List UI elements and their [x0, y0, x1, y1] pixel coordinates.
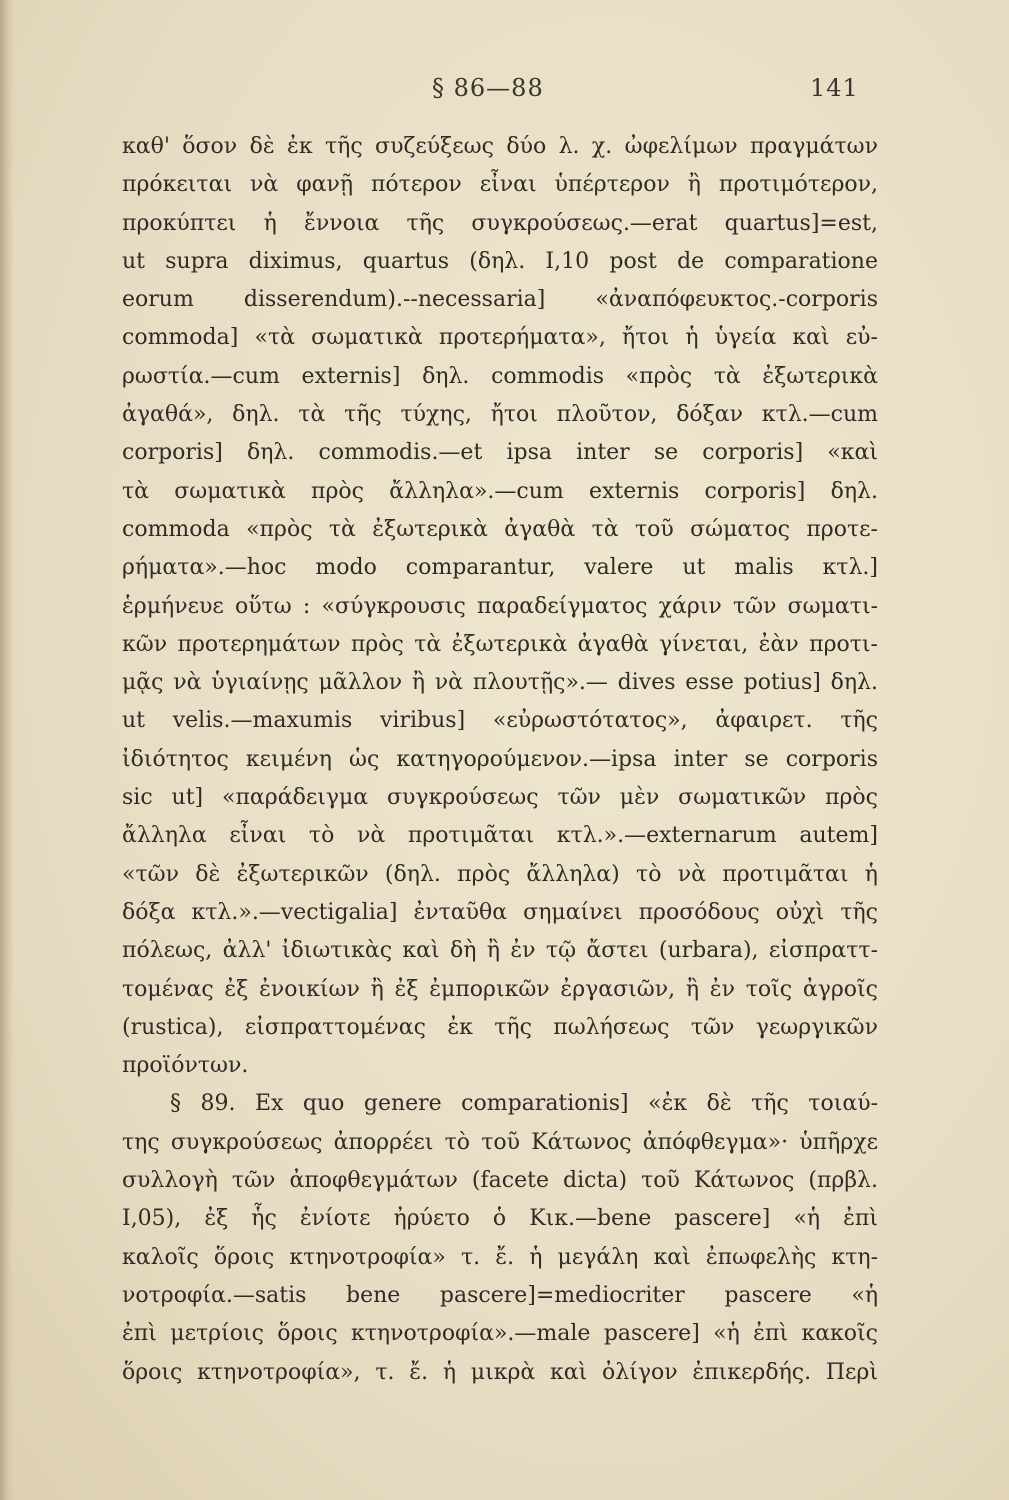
text-line: corporis] δηλ. commodis.—et ipsa inter se corporis] «καὶ	[122, 440, 878, 466]
page-gutter	[0, 0, 14, 1500]
text-line: τὰ σωματικὰ πρὸς ἄλληλα».—cum externis corporis] δηλ.	[122, 478, 878, 504]
commentary-text	[122, 128, 878, 1392]
text-line: τομένας ἐξ ἐνοικίων ἢ ἐξ ἐμπορικῶν ἐργασιῶν, ἢ ἐν τοῖς ἀγροῖς	[122, 976, 878, 1002]
text-line: πόλεως, ἀλλ' ἰδιωτικὰς καὶ δὴ ἢ ἐν τῷ ἄστει (urbara), εἰσπραττ-	[122, 938, 878, 964]
text-line: ρήματα».—hoc modo comparantur, valere ut malis κτλ.]	[122, 555, 878, 581]
text-line: προκύπτει ἡ ἔννοια τῆς συγκρούσεως.—erat quartus]=est,	[122, 210, 878, 236]
text-line: I,05), ἐξ ἧς ἐνίοτε ἠρύετο ὁ Κικ.—bene pascere] «ἡ ἐπὶ	[122, 1206, 878, 1232]
running-head: § 86—88	[432, 74, 544, 102]
text-line: commoda «πρὸς τὰ ἐξωτερικὰ ἀγαθὰ τὰ τοῦ σώματος προτε-	[122, 516, 878, 542]
page-number: 141	[810, 74, 859, 102]
text-line: «τῶν δὲ ἐξωτερικῶν (δηλ. πρὸς ἄλληλα) τὸ νὰ προτιμᾶται ἡ	[122, 861, 878, 887]
text-line: της συγκρούσεως ἀπορρέει τὸ τοῦ Κάτωνος ἀπόφθεγμα»· ὑπῆρχε	[122, 1129, 878, 1155]
text-line: πρόκειται νὰ φανῇ πότερον εἶναι ὑπέρτερον ἢ προτιμότερον,	[122, 172, 878, 198]
text-line: δόξα κτλ.».—vectigalia] ἐνταῦθα σημαίνει προσόδους οὐχὶ τῆς	[122, 899, 878, 925]
text-line: ὅροις κτηνοτροφία», τ. ἔ. ἡ μικρὰ καὶ ὀλίγον ἐπικερδής. Περὶ	[122, 1359, 878, 1385]
text-line: ἄλληλα εἶναι τὸ νὰ προτιμᾶται κτλ.».—externarum autem]	[122, 823, 878, 849]
text-line: ἰδιότητος κειμένη ὡς κατηγορούμενον.—ipsa inter se corporis	[122, 746, 878, 772]
text-line: ut supra diximus, quartus (δηλ. I,10 post de comparatione	[122, 248, 878, 274]
page-header	[0, 68, 1009, 108]
text-line: eorum disserendum).--necessaria] «ἀναπόφευκτος.-corporis	[122, 287, 878, 313]
text-line: sic ut] «παράδειγμα συγκρούσεως τῶν μὲν σωματικῶν πρὸς	[122, 785, 878, 811]
text-line: ρωστία.—cum externis] δηλ. commodis «πρὸς τὰ ἐξωτερικὰ	[122, 363, 878, 389]
text-line: κῶν προτερημάτων πρὸς τὰ ἐξωτερικὰ ἀγαθὰ γίνεται, ἐὰν προτι-	[122, 631, 878, 657]
text-line: ἑρμήνευε οὕτω : «σύγκρουσις παραδείγματος χάριν τῶν σωματι-	[122, 593, 878, 619]
text-line: νοτροφία.—satis bene pascere]=mediocriter pascere «ἡ	[122, 1282, 878, 1308]
text-line: (rustica), εἰσπραττομένας ἐκ τῆς πωλήσεως τῶν γεωργικῶν	[122, 1014, 878, 1040]
section-heading-line: § 89. Ex quo genere comparationis] «ἐκ δὲ τῆς τοιαύ-	[170, 1091, 878, 1117]
text-line: ἀγαθά», δηλ. τὰ τῆς τύχης, ἤτοι πλοῦτον, δόξαν κτλ.—cum	[122, 402, 878, 428]
text-line: προϊόντων.	[122, 1053, 249, 1079]
text-line: καθ' ὅσον δὲ ἐκ τῆς συζεύξεως δύο λ. χ. ὠφελίμων πραγμάτων	[122, 134, 878, 159]
text-line: μᾷς νὰ ὑγιαίνῃς μᾶλλον ἢ νὰ πλουτῇς».— dives esse potius] δηλ.	[122, 670, 878, 696]
text-line: commoda] «τὰ σωματικὰ προτερήματα», ἤτοι ἡ ὑγεία καὶ εὐ-	[122, 325, 878, 351]
text-line: ut velis.—maxumis viribus] «εὐρωστότατος», ἀφαιρετ. τῆς	[122, 708, 878, 734]
text-line: ἐπὶ μετρίοις ὅροις κτηνοτροφία».—male pascere] «ἡ ἐπὶ κακοῖς	[122, 1321, 878, 1347]
text-line: συλλογὴ τῶν ἀποφθεγμάτων (facete dicta) τοῦ Κάτωνος (πρβλ.	[122, 1168, 878, 1194]
text-line: καλοῖς ὅροις κτηνοτροφία» τ. ἔ. ἡ μεγάλη καὶ ἐπωφελὴς κτη-	[122, 1244, 878, 1270]
